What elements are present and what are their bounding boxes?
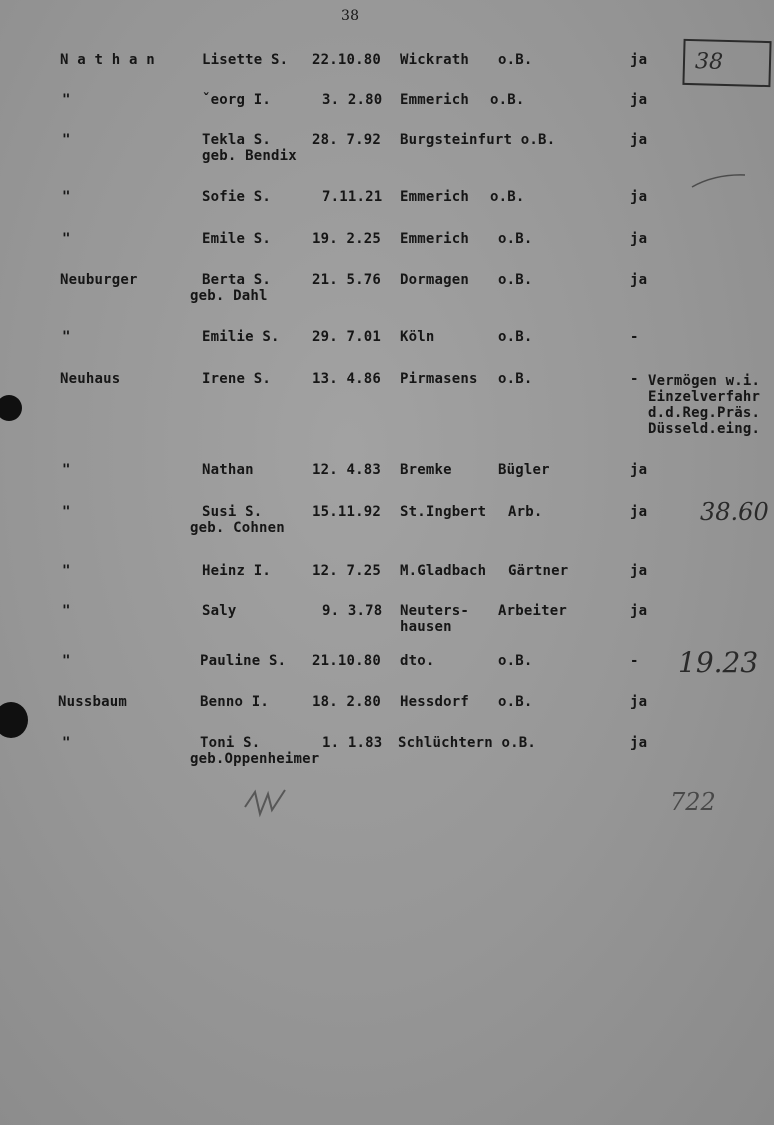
birth-place: St.Ingbert — [400, 504, 487, 520]
occupation: Arb. — [508, 504, 543, 520]
occupation: Gärtner — [508, 563, 569, 579]
given-name: ˇeorg I. — [202, 92, 272, 108]
status: ja — [630, 694, 648, 710]
surname: " — [62, 735, 71, 751]
birth-date: 21. 5.76 — [312, 272, 382, 288]
box-number-text: 38 — [694, 49, 724, 75]
occupation: o.B. — [490, 189, 525, 205]
status: ja — [630, 272, 648, 288]
given-name: Saly — [202, 603, 237, 619]
page-number: 38 — [341, 8, 360, 24]
birth-date: 9. 3.78 — [322, 603, 383, 619]
birth-date: 3. 2.80 — [322, 92, 383, 108]
maiden-name: geb.Oppenheimer — [190, 751, 320, 767]
birth-place: Burgsteinfurt o.B. — [400, 132, 556, 148]
handwritten-note: 38.60 — [700, 498, 769, 526]
given-name: Irene S. — [202, 371, 272, 387]
remark-line-4: Düsseld.eing. — [648, 421, 761, 437]
surname: " — [62, 189, 71, 205]
birth-place: Hessdorf — [400, 694, 470, 710]
surname: " — [62, 504, 71, 520]
remark-line-3: d.d.Reg.Präs. — [648, 405, 761, 421]
handwritten-box-number — [682, 39, 771, 87]
maiden-name: geb. Bendix — [202, 148, 297, 164]
occupation: o.B. — [498, 694, 533, 710]
birth-place: Wickrath — [400, 52, 470, 68]
occupation: Arbeiter — [498, 603, 568, 619]
birth-place: Emmerich — [400, 189, 470, 205]
maiden-name: geb. Dahl — [190, 288, 268, 304]
status: - — [630, 371, 639, 387]
surname: " — [62, 92, 71, 108]
occupation: o.B. — [498, 653, 533, 669]
birth-date: 15.11.92 — [312, 504, 382, 520]
occupation: Bügler — [498, 462, 550, 478]
status: ja — [630, 52, 648, 68]
given-name: Nathan — [202, 462, 254, 478]
surname: " — [62, 653, 71, 669]
status: - — [630, 653, 639, 669]
occupation: o.B. — [498, 371, 533, 387]
surname: Nussbaum — [58, 694, 128, 710]
given-name: Susi S. — [202, 504, 263, 520]
status: ja — [630, 231, 648, 247]
occupation: o.B. — [490, 92, 525, 108]
scribble-stroke — [245, 790, 285, 814]
birth-place: dto. — [400, 653, 435, 669]
status: ja — [630, 563, 648, 579]
birth-date: 1. 1.83 — [322, 735, 383, 751]
given-name: Emile S. — [202, 231, 272, 247]
status: ja — [630, 92, 648, 108]
surname: " — [62, 132, 71, 148]
birth-date: 19. 2.25 — [312, 231, 382, 247]
given-name: Benno I. — [200, 694, 270, 710]
birth-place: Pirmasens — [400, 371, 478, 387]
given-name: Emilie S. — [202, 329, 280, 345]
given-name: Lisette S. — [202, 52, 289, 68]
status: ja — [630, 735, 648, 751]
occupation: o.B. — [498, 329, 533, 345]
surname: " — [62, 603, 71, 619]
birth-date: 12. 7.25 — [312, 563, 382, 579]
birth-place: Köln — [400, 329, 435, 345]
occupation: o.B. — [498, 52, 533, 68]
status: ja — [630, 504, 648, 520]
birth-place: Schlüchtern o.B. — [398, 735, 537, 751]
given-name: Berta S. — [202, 272, 272, 288]
birth-date: 18. 2.80 — [312, 694, 382, 710]
status: - — [630, 329, 639, 345]
given-name: Pauline S. — [200, 653, 287, 669]
maiden-name: geb. Cohnen — [190, 520, 285, 536]
handwritten-note: 19.23 — [678, 646, 759, 679]
remark-line-1: Vermögen w.i. — [648, 373, 761, 389]
status: ja — [630, 603, 648, 619]
given-name: Tekla S. — [202, 132, 272, 148]
birth-date: 29. 7.01 — [312, 329, 382, 345]
birth-date: 22.10.80 — [312, 52, 382, 68]
birth-date: 7.11.21 — [322, 189, 383, 205]
pencil-scribble-icon — [240, 782, 300, 822]
birth-date: 21.10.80 — [312, 653, 382, 669]
birth-place: Neuters- — [400, 603, 470, 619]
birth-date: 13. 4.86 — [312, 371, 382, 387]
birth-place: Bremke — [400, 462, 452, 478]
surname: " — [62, 462, 71, 478]
surname: Neuhaus — [60, 371, 121, 387]
given-name: Heinz I. — [202, 563, 272, 579]
status: ja — [630, 462, 648, 478]
handwritten-note: 722 — [670, 788, 716, 816]
birth-place-continuation: hausen — [400, 619, 452, 635]
birth-place: M.Gladbach — [400, 563, 487, 579]
given-name: Sofie S. — [202, 189, 272, 205]
status: ja — [630, 189, 648, 205]
surname: " — [62, 329, 71, 345]
birth-date: 28. 7.92 — [312, 132, 382, 148]
surname: " — [62, 563, 71, 579]
birth-place: Emmerich — [400, 231, 470, 247]
birth-place: Emmerich — [400, 92, 470, 108]
occupation: o.B. — [498, 231, 533, 247]
birth-date: 12. 4.83 — [312, 462, 382, 478]
remark-line-2: Einzelverfahr — [648, 389, 761, 405]
birth-place: Dormagen — [400, 272, 470, 288]
pen-stroke-mark — [690, 172, 750, 192]
occupation: o.B. — [498, 272, 533, 288]
status: ja — [630, 132, 648, 148]
surname: Neuburger — [60, 272, 138, 288]
surname: N a t h a n — [60, 52, 155, 68]
given-name: Toni S. — [200, 735, 261, 751]
surname: " — [62, 231, 71, 247]
